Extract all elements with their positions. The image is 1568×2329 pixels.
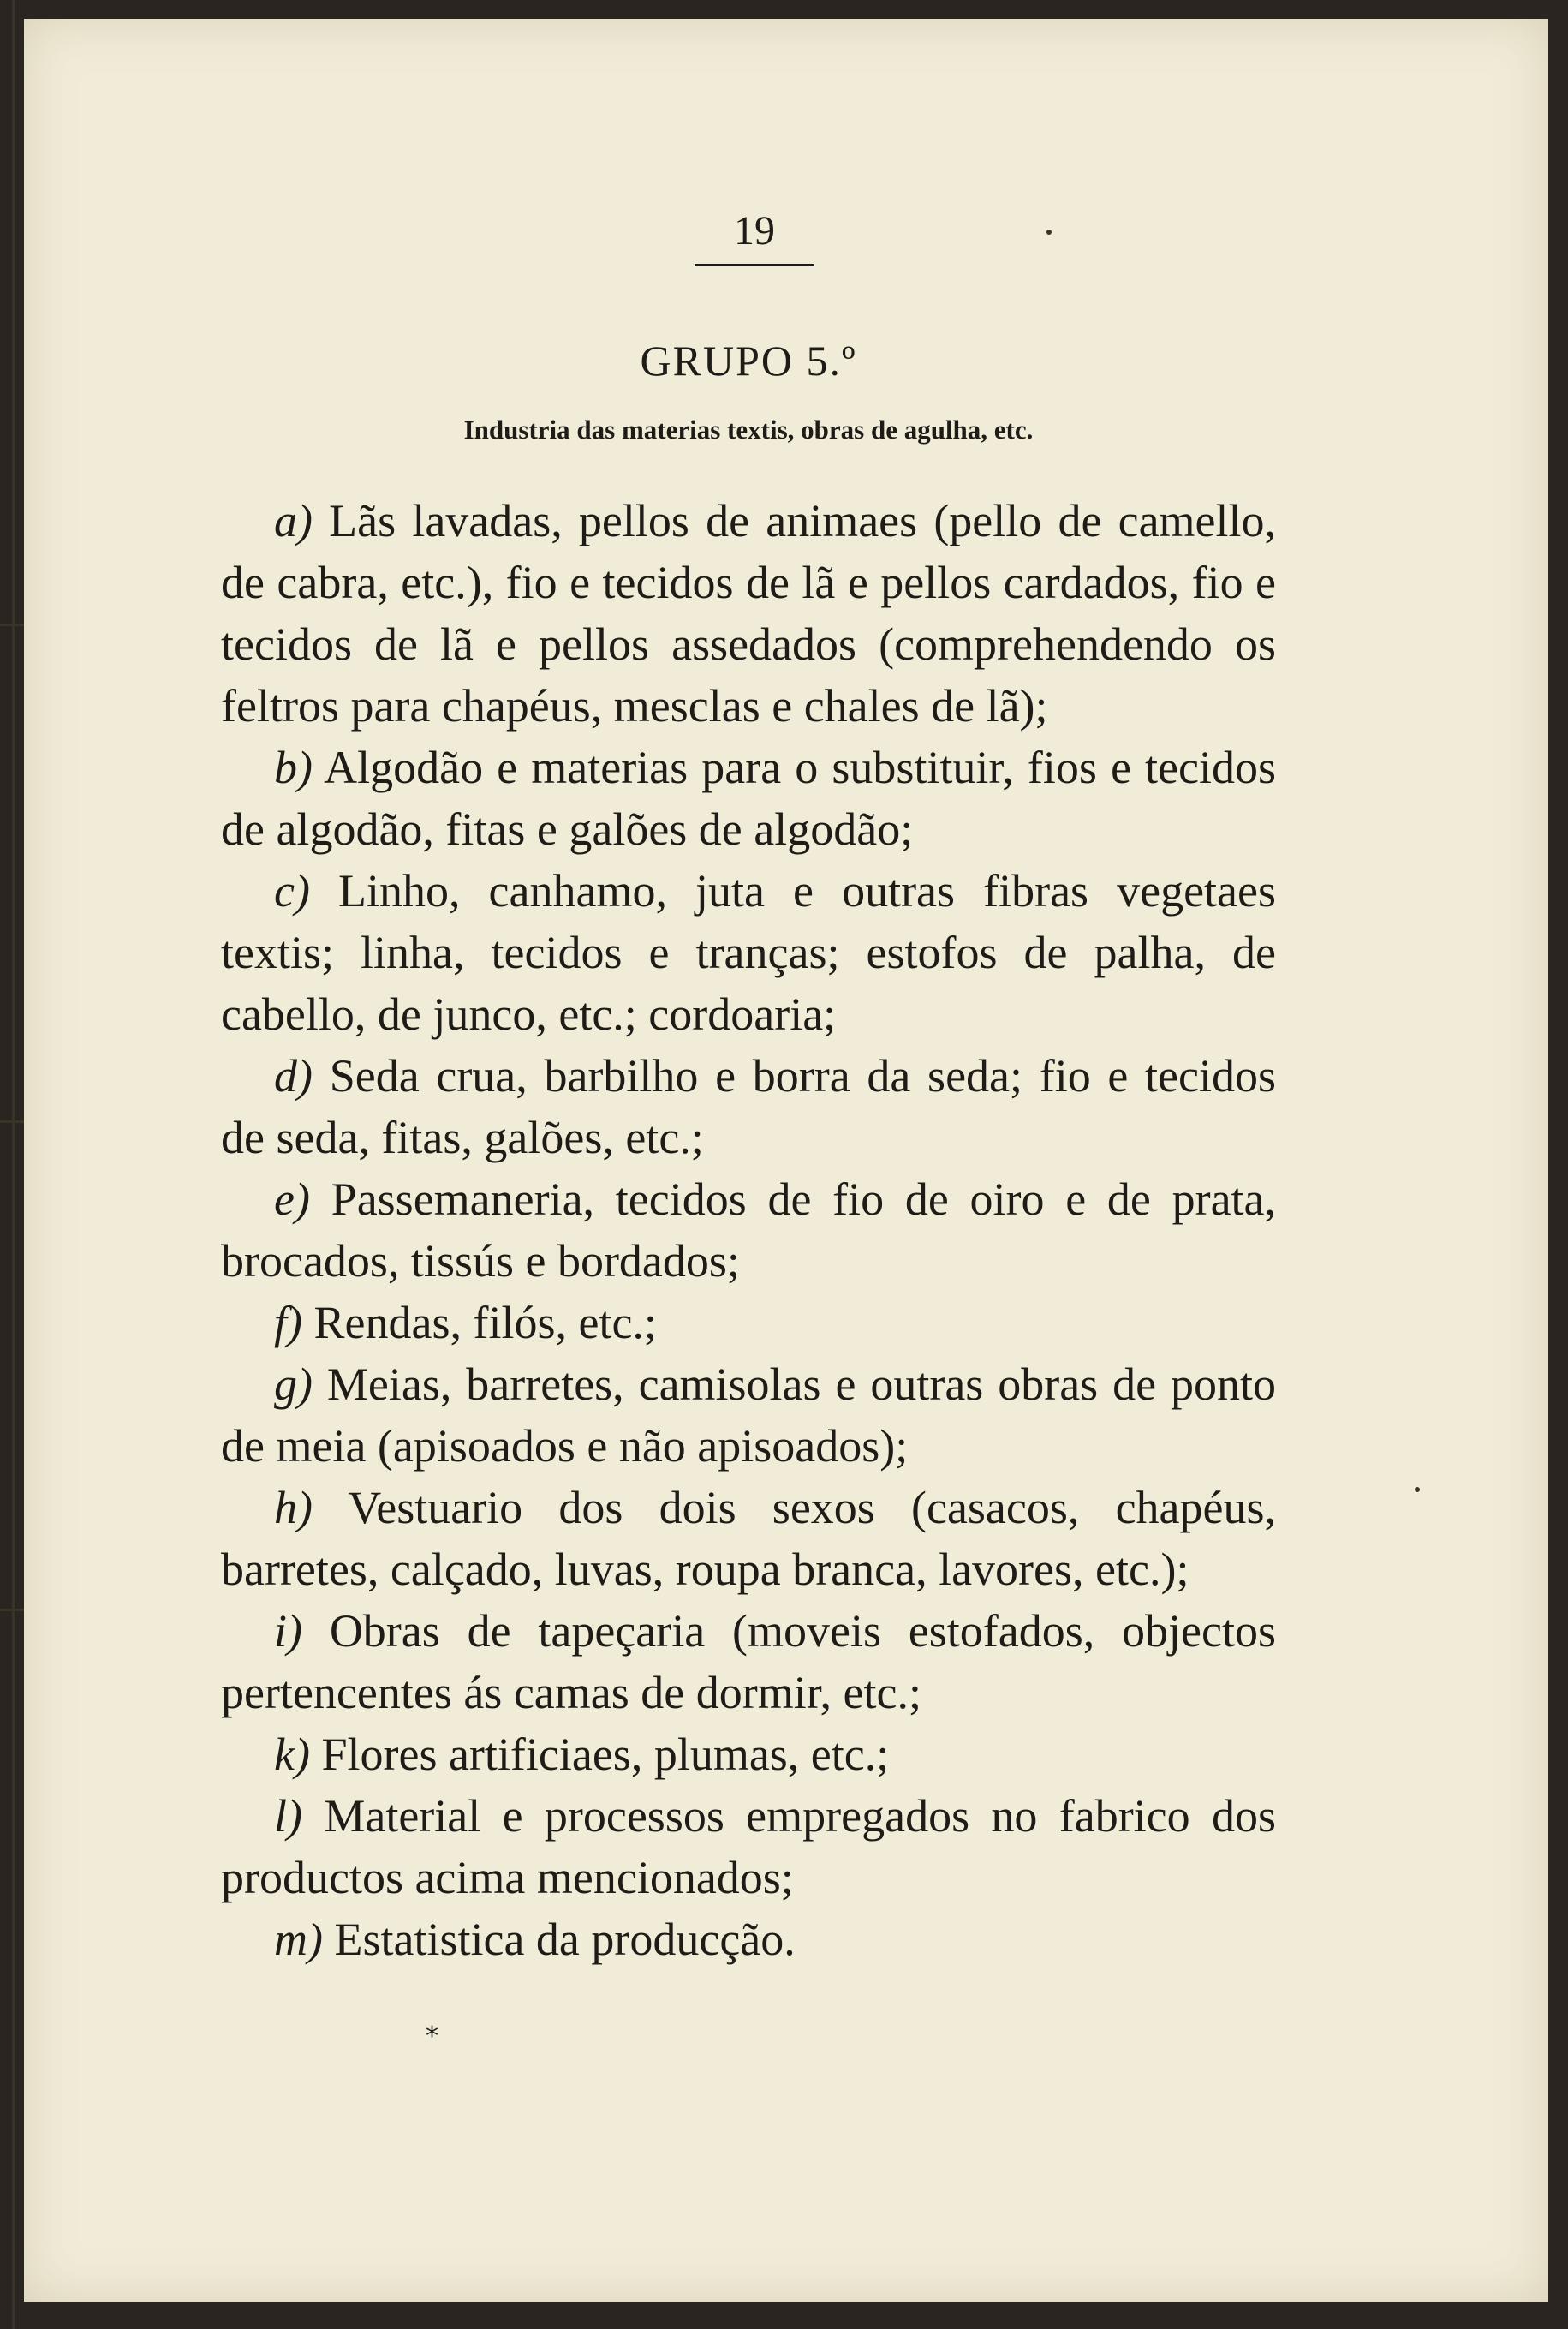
item-text: Obras de tapeçaria (moveis estofados, objectos pertencentes ás camas de dormir, etc.; xyxy=(221,1605,1276,1718)
item-text: Lãs lavadas, pellos de animaes (pello de camello, de cabra, etc.), fio e tecidos de lã e pellos cardados, fio e tecidos de lã e pellos assedados (comprehendendo os feltros para chapéus, mesclas e chales de lã); xyxy=(221,495,1277,732)
item-letter: g) xyxy=(274,1359,313,1410)
ink-speck xyxy=(1046,230,1052,235)
list-item xyxy=(221,1785,1276,1908)
item-letter: k) xyxy=(274,1729,310,1780)
item-letter: m) xyxy=(274,1914,323,1965)
item-text: Vestuario dos dois sexos (casacos, chapéus, barretes, calçado, luvas, roupa branca, lavores, etc.); xyxy=(221,1482,1277,1595)
list-item xyxy=(221,1168,1276,1292)
list-item xyxy=(221,1723,1276,1785)
list-item xyxy=(221,1908,1276,1970)
item-text: Passemaneria, tecidos de fio de oiro e de prata, brocados, tissús e bordados; xyxy=(221,1173,1277,1287)
list-item xyxy=(221,1600,1276,1723)
item-text: Algodão e materias para o substituir, fios e tecidos de algodão, fitas e galões de algodão; xyxy=(221,742,1276,855)
item-letter: c) xyxy=(274,865,310,917)
item-text: Flores artificiaes, plumas, etc.; xyxy=(321,1729,890,1780)
item-text: Estatistica da producção. xyxy=(334,1914,796,1965)
item-letter: i) xyxy=(274,1605,302,1657)
item-letter: l) xyxy=(274,1790,302,1842)
item-letter: e) xyxy=(274,1173,310,1225)
list-item xyxy=(221,1353,1276,1477)
end-mark: * xyxy=(426,2021,438,2051)
item-text: Linho, canhamo, juta e outras fibras vegetaes textis; linha, tecidos e tranças; estofos de palha, de cabello, de junco, etc.; cordoaria; xyxy=(221,865,1276,1040)
item-text: Meias, barretes, camisolas e outras obras de ponto de meia (apisoados e não apisoados); xyxy=(221,1359,1276,1472)
list-item xyxy=(221,860,1276,1045)
item-letter: b) xyxy=(274,742,313,793)
group-title: GRUPO 5.º xyxy=(640,337,857,385)
item-list xyxy=(221,490,1276,1970)
group-subtitle: Industria das materias textis, obras de agulha, etc. xyxy=(463,415,1034,445)
page-number: 19 xyxy=(734,208,775,254)
item-letter: d) xyxy=(274,1050,313,1102)
item-text: Rendas, filós, etc.; xyxy=(313,1297,657,1348)
page-number-rule xyxy=(695,264,814,266)
list-item xyxy=(221,1045,1276,1168)
item-letter: h) xyxy=(274,1482,313,1533)
binding-edge xyxy=(12,0,15,2329)
list-item xyxy=(221,1292,1276,1353)
item-text: Seda crua, barbilho e borra da seda; fio e tecidos de seda, fitas, galões, etc.; xyxy=(221,1050,1277,1163)
item-letter: f) xyxy=(274,1297,302,1348)
list-item xyxy=(221,490,1276,737)
item-letter: a) xyxy=(274,495,313,546)
list-item xyxy=(221,737,1276,860)
item-text: Material e processos empregados no fabrico dos productos acima mencionados; xyxy=(221,1790,1276,1903)
ink-speck xyxy=(1415,1487,1420,1492)
list-item xyxy=(221,1477,1276,1600)
